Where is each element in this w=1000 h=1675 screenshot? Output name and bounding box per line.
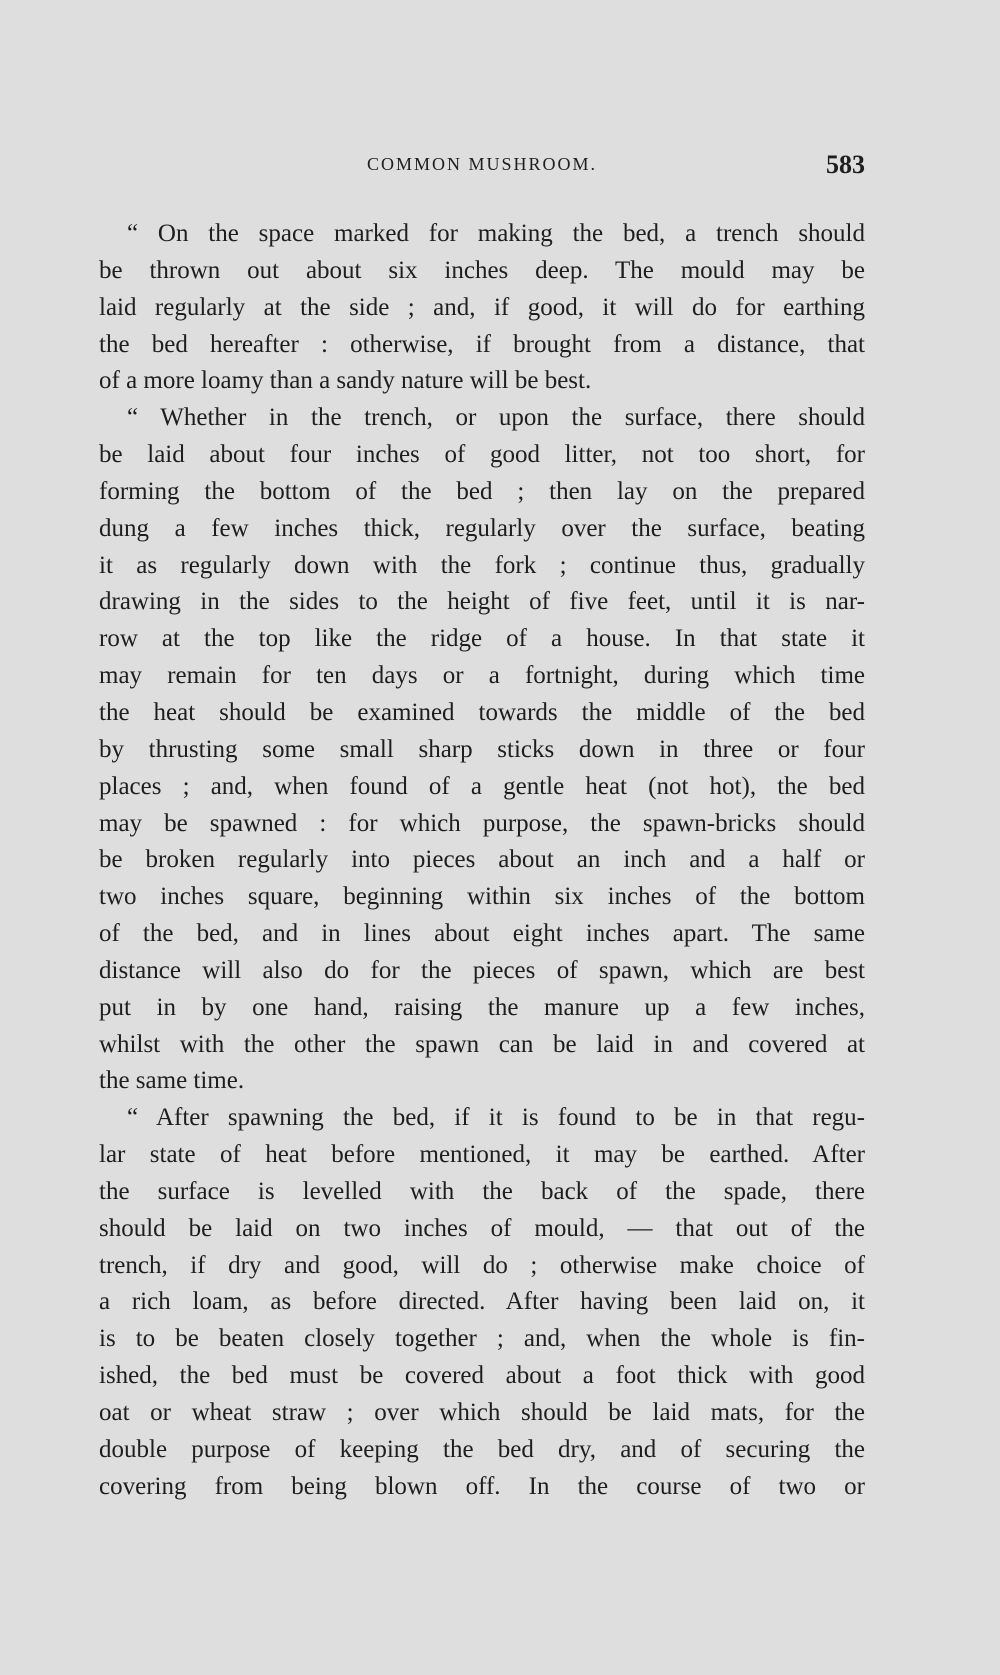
text-line: of the bed, and in lines about eight inches apart. The same xyxy=(99,920,865,948)
text-line: two inches square, beginning within six inches of the bottom xyxy=(99,883,865,911)
text-line: should be laid on two inches of mould, — that out of the xyxy=(99,1214,865,1242)
text-line: dung a few inches thick, regularly over the surface, beating xyxy=(99,514,865,542)
text-line: the same time. xyxy=(99,1067,245,1095)
text-line: ished, the bed must be covered about a foot thick with good xyxy=(99,1362,865,1390)
text-line: trench, if dry and good, will do ; otherwise make choice of xyxy=(99,1251,865,1279)
text-line: is to be beaten closely together ; and, when the whole is fin- xyxy=(99,1325,865,1353)
text-line: forming the bottom of the bed ; then lay on the prepared xyxy=(99,477,865,505)
text-line: it as regularly down with the fork ; continue thus, gradually xyxy=(99,551,865,579)
text-line: may be spawned : for which purpose, the spawn-bricks should xyxy=(99,809,865,837)
running-head xyxy=(99,150,865,180)
text-line: be laid about four inches of good litter, not too short, for xyxy=(99,441,865,469)
page-number: 583 xyxy=(826,150,865,179)
text-line: “ Whether in the trench, or upon the surface, there should xyxy=(127,404,865,432)
text-line: may remain for ten days or a fortnight, during which time xyxy=(99,662,865,690)
text-line: “ After spawning the bed, if it is found to be in that regu- xyxy=(127,1104,865,1132)
text-line: the surface is levelled with the back of the spade, there xyxy=(99,1177,865,1205)
text-line: drawing in the sides to the height of five feet, until it is nar- xyxy=(99,588,865,616)
text-line: of a more loamy than a sandy nature will be best. xyxy=(99,367,592,395)
text-line: oat or wheat straw ; over which should be laid mats, for the xyxy=(99,1399,865,1426)
text-line: be broken regularly into pieces about an inch and a half or xyxy=(99,846,865,874)
text-line: the heat should be examined towards the middle of the bed xyxy=(99,698,865,726)
text-line: be thrown out about six inches deep. The mould may be xyxy=(99,256,865,284)
running-title: COMMON MUSHROOM. xyxy=(366,154,598,174)
text-line: put in by one hand, raising the manure up a few inches, xyxy=(99,993,865,1021)
text-line: places ; and, when found of a gentle heat (not hot), the bed xyxy=(99,772,865,800)
text-line: “ On the space marked for making the bed, a trench should xyxy=(127,220,865,247)
text-line: laid regularly at the side ; and, if good, it will do for earthing xyxy=(99,293,865,321)
body-text xyxy=(99,216,865,1506)
text-line: distance will also do for the pieces of spawn, which are best xyxy=(99,956,865,984)
text-line: by thrusting some small sharp sticks down in three or four xyxy=(99,735,865,763)
text-line: the bed hereafter : otherwise, if brought from a distance, that xyxy=(99,330,865,358)
text-line: lar state of heat before mentioned, it may be earthed. After xyxy=(99,1141,865,1169)
text-line: covering from being blown off. In the course of two or xyxy=(99,1472,865,1500)
text-line: row at the top like the ridge of a house. In that state it xyxy=(99,625,865,653)
text-line: double purpose of keeping the bed dry, and of securing the xyxy=(99,1435,865,1463)
text-line: a rich loam, as before directed. After having been laid on, it xyxy=(99,1288,865,1316)
text-line: whilst with the other the spawn can be laid in and covered at xyxy=(99,1030,865,1058)
